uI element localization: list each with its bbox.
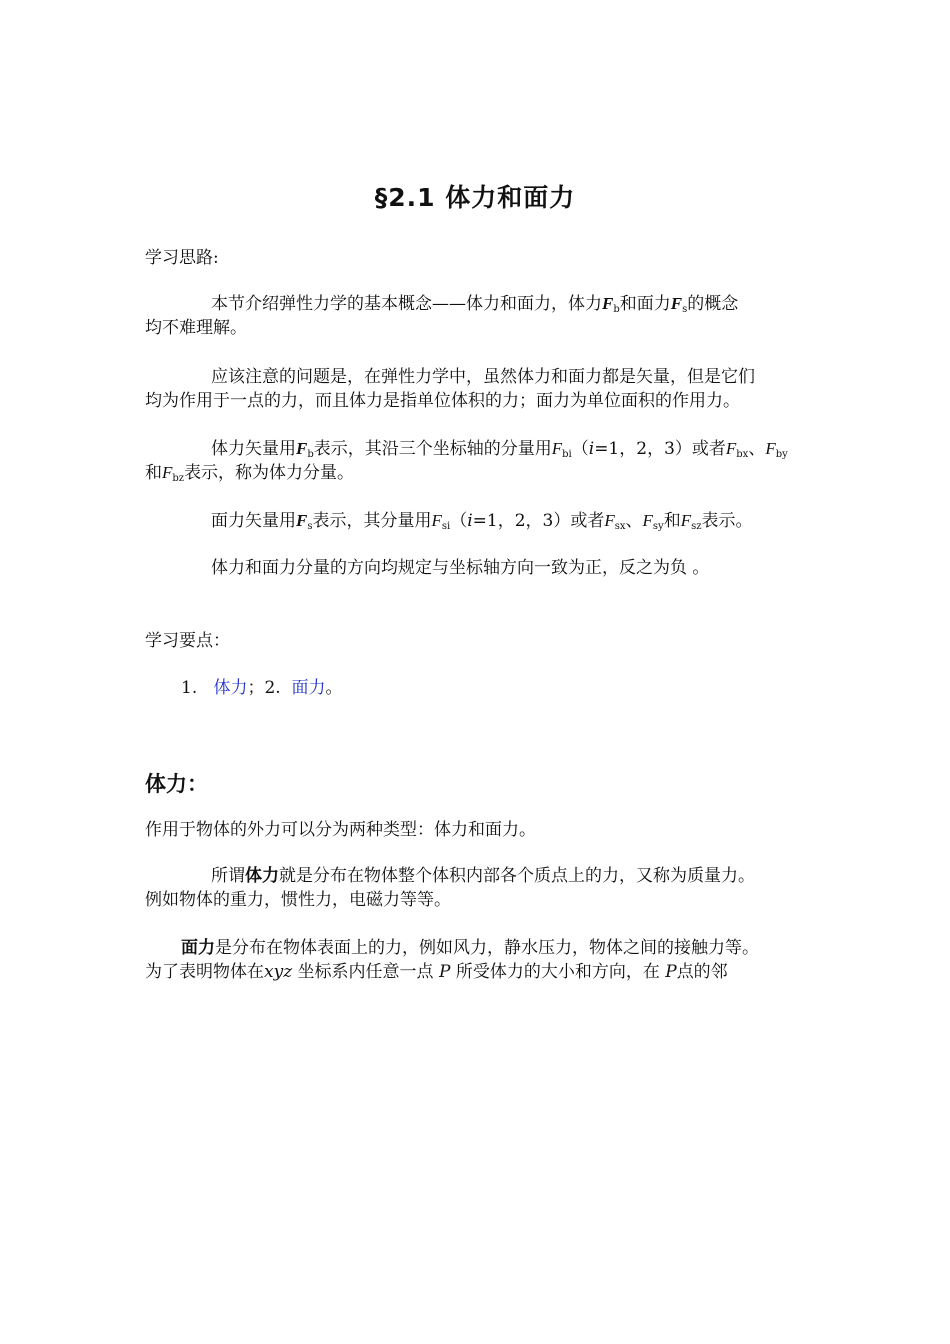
text: 。 — [325, 678, 343, 698]
symbol-f: F — [725, 439, 737, 458]
symbol-p: P — [438, 962, 451, 982]
study-ideas-label: 学习思路: — [145, 248, 219, 268]
subscript: s — [307, 521, 313, 532]
section-paragraph-2-line-1 — [145, 866, 881, 886]
text: 和面力 — [619, 294, 671, 314]
paragraph-5: 体力和面力分量的方向均规定与坐标轴方向一致为正，反之为负 。 — [211, 558, 710, 578]
paragraph-1-line-2: 均不难理解。 — [145, 318, 247, 338]
link-surface-force[interactable]: 面力 — [291, 678, 326, 698]
paragraph-2-line-2: 均为作用于一点的力，而且体力是指单位体积的力；面力为单位面积的作用力。 — [145, 391, 740, 411]
vector-f: F — [670, 294, 683, 313]
paragraph-3-line-1 — [145, 439, 881, 465]
symbol-f: F — [162, 463, 173, 482]
section-line-1: 作用于物体的外力可以分为两种类型：体力和面力。 — [145, 820, 536, 840]
page-title: §2.1 体力和面力 — [374, 183, 576, 212]
subscript: bx — [736, 449, 749, 460]
text: 和 — [663, 511, 681, 531]
subscript: sy — [652, 521, 664, 532]
paragraph-4 — [145, 511, 881, 537]
text: （ — [450, 511, 468, 531]
term-body-force: 体力 — [245, 866, 279, 886]
vector-f: F — [296, 511, 308, 530]
text: 表示，其沿三个坐标轴的分量用 — [313, 439, 552, 459]
text: 为了表明物体在 — [145, 962, 264, 982]
text: 的概念 — [687, 294, 739, 314]
text: 表示，其分量用 — [312, 511, 432, 531]
link-body-force[interactable]: 体力 — [213, 678, 248, 698]
symbol-f: F — [765, 439, 776, 458]
list-number: 1. — [181, 678, 198, 698]
subscript: bz — [172, 473, 185, 484]
symbol-f: F — [431, 511, 442, 530]
subscript: sx — [614, 521, 626, 532]
key-points-list — [145, 678, 851, 698]
text: 面力矢量用 — [211, 511, 296, 531]
subscript: sz — [691, 521, 702, 532]
symbol-p: P — [665, 962, 677, 982]
vector-f: F — [296, 439, 308, 458]
key-points-label: 学习要点： — [145, 631, 230, 651]
text: 是分布在物体表面上的力，例如风力，静水压力，物体之间的接触力等。 — [215, 938, 759, 958]
subscript: b — [613, 304, 620, 315]
subscript: by — [775, 449, 788, 460]
subscript: bi — [562, 449, 572, 460]
subscript: b — [307, 449, 314, 460]
symbol-i: i — [588, 439, 595, 459]
section-heading: 体力： — [145, 772, 208, 796]
text: 点的邻 — [676, 962, 728, 982]
subscript: s — [682, 304, 688, 315]
symbol-f: F — [680, 511, 692, 530]
section-paragraph-2-line-2: 例如物体的重力，惯性力，电磁力等等。 — [145, 890, 451, 910]
term-surface-force: 面力 — [181, 938, 215, 958]
text: 、 — [625, 511, 643, 531]
symbol-i: i — [467, 511, 473, 531]
paragraph-2-line-1: 应该注意的问题是，在弹性力学中，虽然体力和面力都是矢量，但是它们 — [211, 367, 755, 387]
text: 表示。 — [701, 511, 753, 531]
paragraph-1-line-1 — [145, 294, 881, 320]
symbol-f: F — [604, 511, 615, 530]
section-paragraph-3-line-1 — [145, 938, 851, 958]
symbol-f: F — [551, 439, 563, 458]
text: 和 — [145, 463, 162, 483]
text: 所受体力的大小和方向，在 — [450, 962, 660, 982]
text: 本节介绍弹性力学的基本概念——体力和面力，体力 — [211, 294, 602, 314]
text: =1，2，3）或者 — [594, 439, 726, 459]
symbol-xyz: xyz — [264, 962, 293, 982]
symbol-f: F — [642, 511, 653, 530]
text: 就是分布在物体整个体积内部各个质点上的力，又称为质量力。 — [279, 866, 755, 886]
paragraph-3-line-2 — [145, 463, 815, 489]
text: 体力矢量用 — [211, 439, 296, 459]
text: 所谓 — [211, 866, 245, 886]
text: （ — [571, 439, 589, 459]
subscript: si — [441, 521, 451, 532]
text: 表示，称为体力分量。 — [184, 463, 355, 483]
text: 、 — [748, 439, 766, 459]
text: ；2. — [247, 678, 281, 698]
vector-f: F — [602, 294, 614, 313]
section-paragraph-3-line-2 — [145, 962, 815, 982]
text: 坐标系内任意一点 — [292, 962, 434, 982]
text: =1，2，3）或者 — [472, 511, 605, 531]
